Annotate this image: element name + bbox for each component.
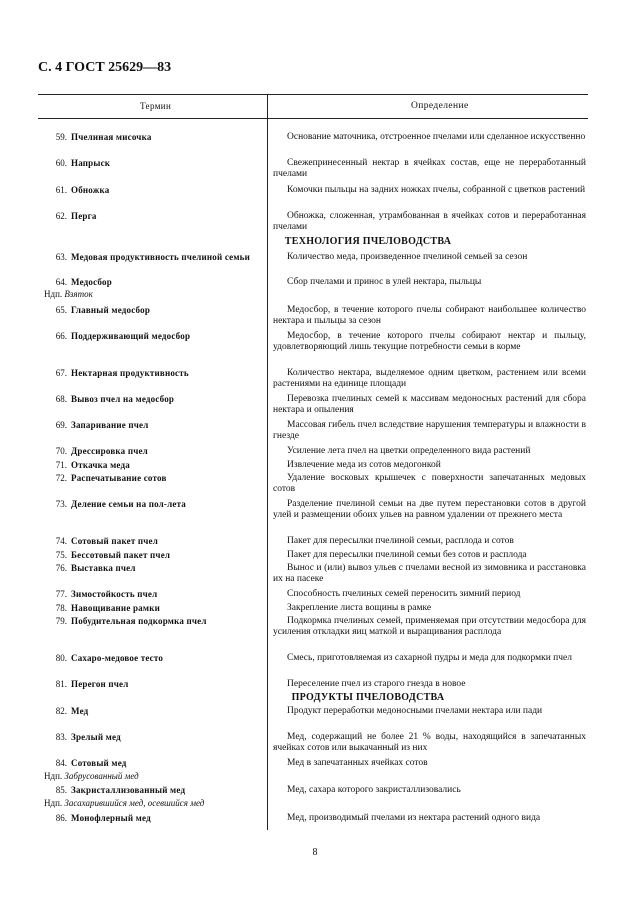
page-number: 8	[312, 847, 318, 858]
definition-70: Усиление лета пчел на цветки определенного вида растений	[287, 446, 531, 456]
column-header-definition: Определение	[411, 101, 469, 111]
section-title-products: ПРОДУКТЫ ПЧЕЛОВОДСТВА	[291, 692, 445, 703]
definition-81: Переселение пчел из старого гнезда в новое	[287, 679, 466, 689]
term-71: 71. Откачка меда	[55, 460, 130, 470]
term-63: 63. Медовая продуктивность пчелиной семьи	[55, 252, 250, 262]
term-60: 60. Напрыск	[55, 158, 111, 168]
term-81: 81. Перегон пчел	[55, 679, 129, 689]
definition-82: Продукт переработки медоносными пчелами нектара или пади	[287, 706, 543, 716]
term-62: 62. Перга	[55, 211, 97, 221]
term-66: 66. Поддерживающий медосбор	[55, 331, 191, 341]
ndp-note-zabrusovanny: Ндп. Забрусованный мед	[44, 771, 139, 781]
definition-62: Обножка, сложенная, утрамбованная в ячейках сотов и переработанная пчелами	[273, 211, 586, 232]
page-header: С. 4 ГОСТ 25629—83	[38, 60, 172, 75]
definition-75: Пакет для пересылки пчелиной семьи без сотов и расплода	[287, 550, 527, 560]
definition-72: Удаление восковых крышечек с поверхности запечатанных медовых сотов	[273, 473, 586, 494]
term-72: 72. Распечатывание сотов	[55, 473, 167, 483]
definition-69: Массовая гибель пчел вследствие нарушения температуры и влажности в гнезде	[273, 420, 586, 441]
definition-76: Вынос и (или) вывоз ульев с пчелами весной из зимовника и расстановка их на пасеке	[273, 563, 586, 584]
term-80: 80. Сахаро-медовое тесто	[55, 653, 164, 663]
definition-79: Подкормка пчелиных семей, применяемая при отсутствии медосбора для усиления откладки яиц маткой и выращивания расплода	[273, 616, 586, 637]
table-top-rule	[38, 94, 588, 95]
definition-83: Мед, содержащий не более 21 % воды, находящийся в запечатанных ячейках сотов или выкачанный из них	[273, 732, 586, 753]
table-header-rule	[38, 118, 588, 119]
definition-66: Медосбор, в течение которого пчелы собирают нектар и пыльцу, удовлетворяющий лишь текущие потребности семьи в корме	[273, 331, 586, 352]
definition-86: Мед, производимый пчелами из нектара растений одного вида	[287, 813, 541, 823]
definition-85: Мед, сахара которого закристаллизовались	[287, 785, 461, 795]
term-84: 84. Сотовый мед	[55, 758, 127, 768]
definition-61: Комочки пыльцы на задних ножках пчелы, собранной с цветков растений	[287, 185, 586, 195]
term-79: 79. Побудительная подкормка пчел	[55, 616, 207, 626]
term-61: 61. Обножка	[55, 185, 110, 195]
definition-60: Свежепринесенный нектар в ячейках состав, еще не переработанный пчелами	[273, 158, 586, 179]
term-86: 86. Монофлерный мед	[55, 813, 151, 823]
term-77: 77. Зимостойкость пчел	[55, 589, 158, 599]
definition-78: Закрепление листа вощины в рамке	[287, 603, 432, 613]
term-73: 73. Деление семьи на пол-лета	[55, 499, 187, 509]
definition-59: Основание маточника, отстроенное пчелами или сделанное искусственно	[287, 132, 586, 142]
definition-67: Количество нектара, выделяемое одним цветком, растением или всеми растениями на единице площади	[273, 368, 586, 389]
column-header-term: Термин	[140, 101, 172, 111]
term-76: 76. Выставка пчел	[55, 563, 136, 573]
definition-68: Перевозка пчелиных семей к массивам медоносных растений для сбора нектара и опыления	[273, 394, 586, 415]
term-65: 65. Главный медосбор	[55, 305, 151, 315]
definition-73: Разделение пчелиной семьи на две путем перестановки сотов в другой улей и размещении обоих ульев на равном удалении от прежнего места	[273, 499, 586, 520]
ndp-note-vzyatok: Ндп. Взяток	[44, 289, 93, 299]
definition-65: Медосбор, в течение которого пчелы собирают наибольшее количество нектара и пыльцы за сезон	[273, 305, 586, 326]
term-75: 75. Бессотовый пакет пчел	[55, 550, 171, 560]
term-74: 74. Сотовый пакет пчел	[55, 536, 158, 546]
ndp-note-zasaharivshiysya: Ндп. Засахарившийся мед, осевшийся мед	[44, 798, 205, 808]
definition-84: Мед в запечатанных ячейках сотов	[287, 758, 428, 768]
term-82: 82. Мед	[55, 706, 89, 716]
term-64: 64. Медосбор	[55, 277, 112, 287]
term-85: 85. Закристаллизованный мед	[55, 785, 186, 795]
body-column-divider	[267, 118, 268, 830]
term-78: 78. Навощивание рамки	[55, 603, 160, 613]
term-69: 69. Запаривание пчел	[55, 420, 149, 430]
definition-71: Извлечение меда из сотов медогонкой	[287, 460, 441, 470]
term-68: 68. Вывоз пчел на медосбор	[55, 394, 175, 404]
section-title-technology: ТЕХНОЛОГИЯ ПЧЕЛОВОДСТВА	[284, 236, 452, 247]
term-83: 83. Зрелый мед	[55, 732, 121, 742]
definition-64: Сбор пчелами и принос в улей нектара, пыльцы	[287, 277, 482, 287]
term-59: 59. Пчелиная мисочка	[55, 132, 152, 142]
definition-74: Пакет для пересылки пчелиной семьи, расплода и сотов	[287, 536, 514, 546]
term-67: 67. Нектарная продуктивность	[55, 368, 189, 378]
definition-63: Количество меда, произведенное пчелиной семьей за сезон	[287, 252, 528, 262]
term-70: 70. Дрессировка пчел	[55, 446, 148, 456]
definition-80: Смесь, приготовляемая из сахарной пудры и меда для подкормки пчел	[287, 653, 572, 663]
definition-77: Способность пчелиных семей переносить зимний период	[287, 589, 521, 599]
